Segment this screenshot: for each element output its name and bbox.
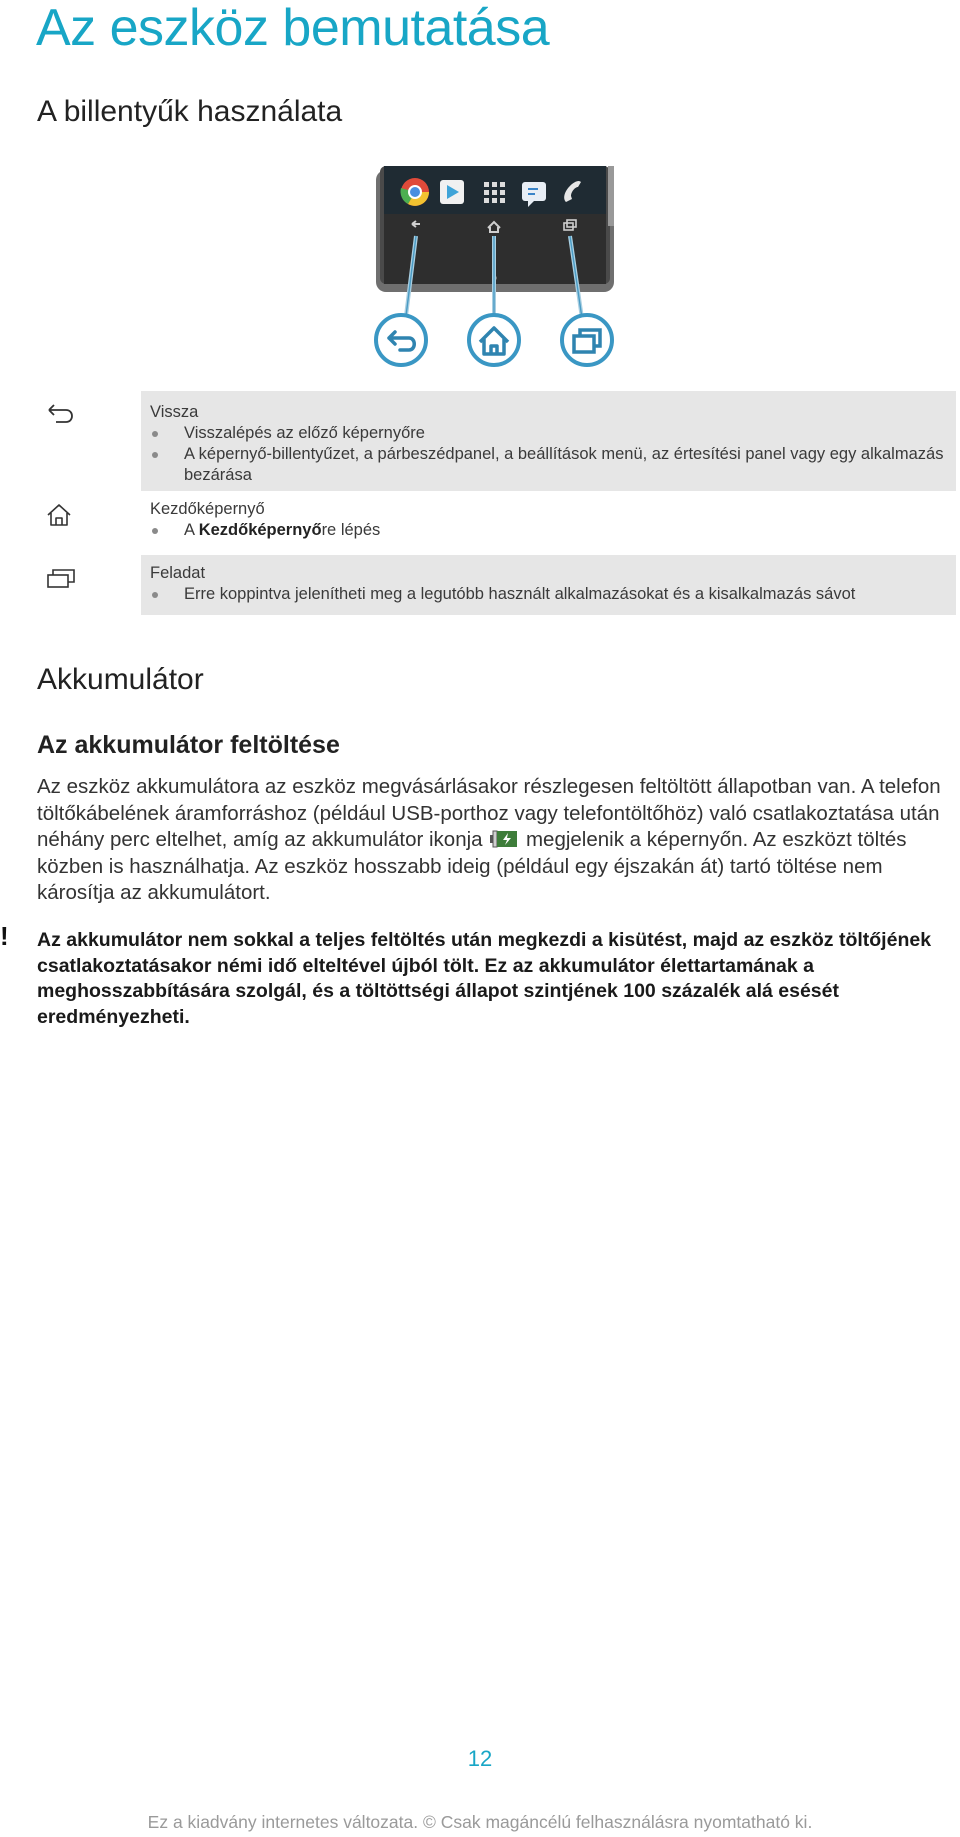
- subsection-title-charging: Az akkumulátor feltöltése: [37, 731, 340, 759]
- play-store-app-icon: [440, 180, 464, 204]
- list-item: Erre koppintva jelenítheti meg a legutóbb használt alkalmazásokat és a kisalkalmazás sávot: [150, 584, 946, 605]
- recent-apps-icon: [46, 567, 76, 589]
- home-key-callout-icon: [469, 315, 519, 365]
- key-row-recent-apps: [36, 555, 956, 615]
- list-item: A Kezdőképernyőre lépés: [150, 520, 946, 541]
- key-label-home: Kezdőképernyő: [150, 500, 265, 518]
- key-description-recent-apps: [141, 555, 956, 615]
- recent-apps-key-callout-icon: [562, 315, 612, 365]
- key-label-back: Vissza: [150, 403, 199, 421]
- list-item: Visszalépés az előző képernyőre: [150, 423, 946, 444]
- apps-grid-icon: [484, 182, 505, 203]
- key-row-home: [36, 491, 956, 555]
- back-icon: [46, 403, 76, 425]
- page-title: Az eszköz bemutatása: [36, 0, 550, 57]
- phone-keys-illustration: [370, 166, 620, 376]
- home-icon: [46, 503, 72, 527]
- key-label-recent-apps: Feladat: [150, 564, 206, 582]
- section-title-keys: A billentyűk használata: [37, 95, 343, 128]
- battery-charging-icon: [490, 830, 518, 848]
- back-key-callout-icon: [376, 315, 426, 365]
- footer-note: Ez a kiadvány internetes változata. © Csak magáncélú felhasználásra nyomtatható ki.: [147, 1812, 813, 1832]
- page-number: 12: [467, 1746, 493, 1771]
- key-description-home: [141, 491, 956, 555]
- key-description-back: [141, 391, 956, 491]
- list-item: A képernyő-billentyűzet, a párbeszédpanel, a beállítások menü, az értesítési panel vagy egy alkalmazás bezárása: [150, 444, 946, 486]
- bold-home-term: Kezdőképernyő: [198, 521, 322, 539]
- charging-paragraph: Az eszköz akkumulátora az eszköz megvásárlásakor részlegesen feltöltött állapotban van. A telefon töltőkábelének áramforráshoz (például USB-porthoz vagy telefontöltőhöz) való csatlakoztatása után néhány perc eltelhet, amíg az akkumulátor ikonja megjelenik a képernyőn. Az eszközt töltés közben is használhatja. Az eszköz hosszabb ideig (például egy éjszakán át) tartó töltése nem károsítja az akkumulátort.: [37, 775, 941, 904]
- battery-note: Az akkumulátor nem sokkal a teljes feltöltés után megkezdi a kisütést, majd az eszköz töltőjének csatlakoztatásakor némi idő elteltével újból tölt. Ez az akkumulátor élettartamának a meghosszabbítására szolgál, és a töltöttségi állapot szintjének 100 százalék alá esését eredményezheti.: [37, 929, 932, 1028]
- keys-table: [36, 391, 956, 615]
- section-title-battery: Akkumulátor: [37, 663, 204, 696]
- warning-icon: !: [0, 921, 9, 951]
- key-row-back: [36, 391, 956, 491]
